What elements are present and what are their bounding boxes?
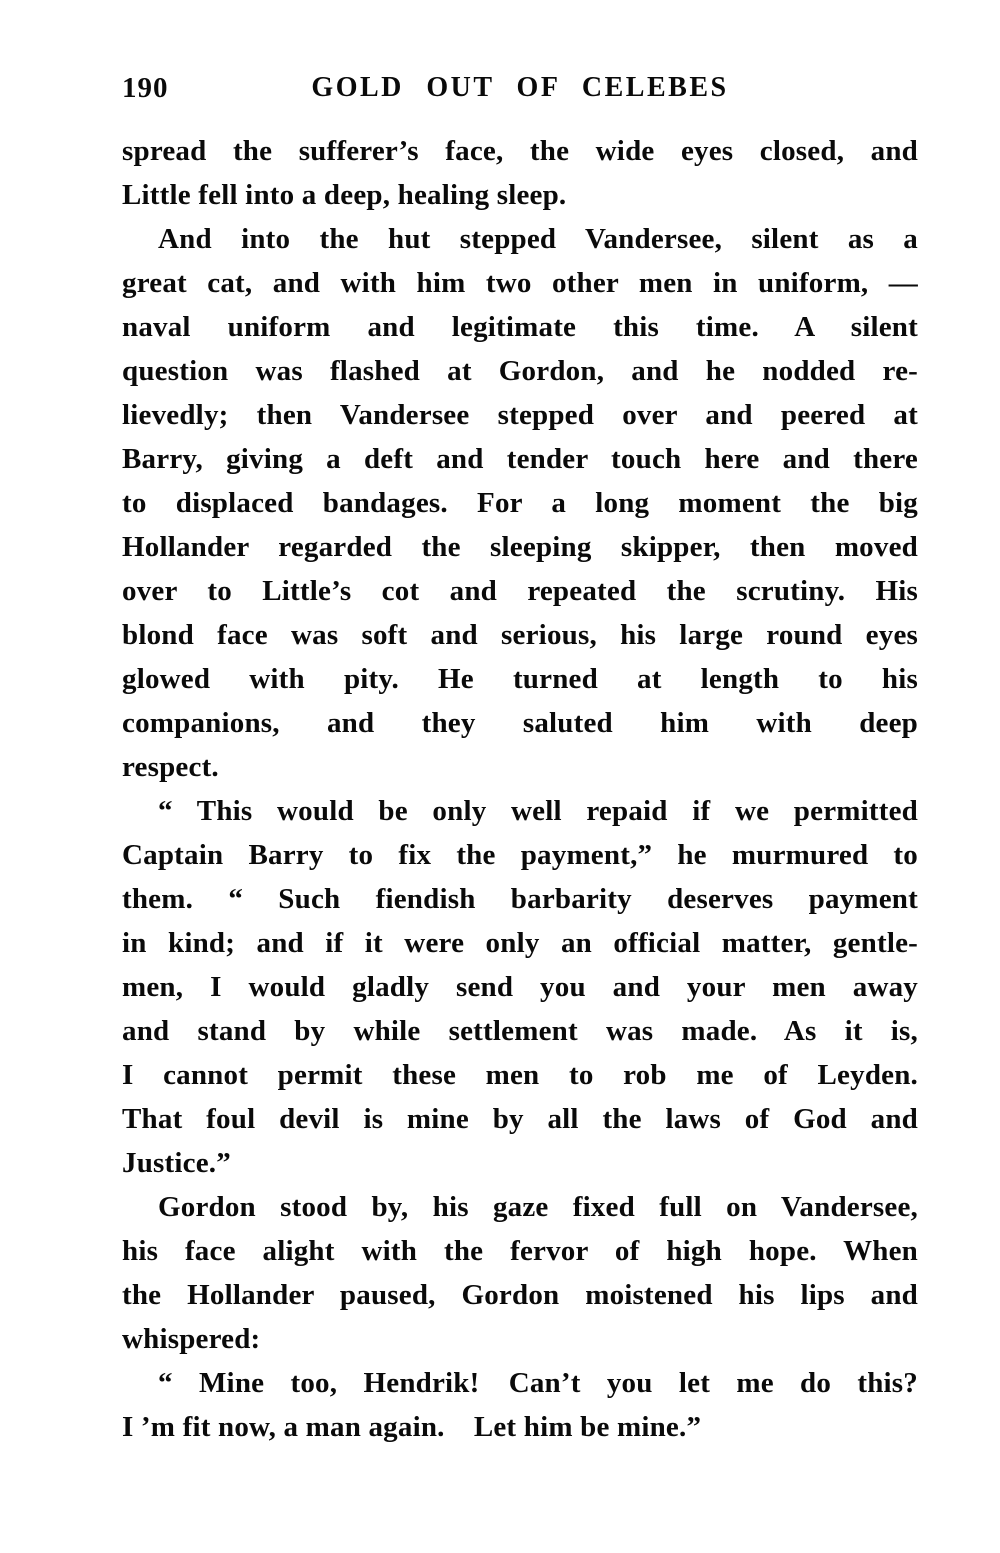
text-line: them. “ Such fiendish barbarity deserves payment bbox=[122, 883, 918, 915]
text-line: blond face was soft and serious, his large round eyes bbox=[122, 619, 918, 651]
text-line: naval uniform and legitimate this time. A silent bbox=[122, 311, 918, 343]
text-line: “ Mine too, Hendrik! Can’t you let me do this? bbox=[158, 1367, 918, 1399]
text-line: spread the sufferer’s face, the wide eyes closed, and bbox=[122, 135, 918, 167]
text-line: Gordon stood by, his gaze fixed full on Vandersee, bbox=[158, 1191, 918, 1223]
text-line: I ’m fit now, a man again. Let him be mine.” bbox=[122, 1411, 702, 1443]
text-line: respect. bbox=[122, 751, 219, 783]
text-line: That foul devil is mine by all the laws of God and bbox=[122, 1103, 918, 1135]
text-line: glowed with pity. He turned at length to his bbox=[122, 663, 918, 695]
text-line: great cat, and with him two other men in uniform, — bbox=[122, 267, 918, 299]
text-line: to displaced bandages. For a long moment the big bbox=[122, 487, 918, 519]
text-line: his face alight with the fervor of high hope. When bbox=[122, 1235, 918, 1267]
text-line: lievedly; then Vandersee stepped over and peered at bbox=[122, 399, 918, 431]
text-line: Barry, giving a deft and tender touch here and there bbox=[122, 443, 918, 475]
text-line: men, I would gladly send you and your men away bbox=[122, 971, 918, 1003]
text-line: and stand by while settlement was made. As it is, bbox=[122, 1015, 918, 1047]
text-line: companions, and they saluted him with deep bbox=[122, 707, 918, 739]
text-line: over to Little’s cot and repeated the scrutiny. His bbox=[122, 575, 918, 607]
text-line: whispered: bbox=[122, 1323, 261, 1355]
page-number: 190 bbox=[122, 72, 169, 104]
text-line: in kind; and if it were only an official matter, gentle- bbox=[122, 927, 918, 959]
text-line: And into the hut stepped Vandersee, silent as a bbox=[158, 223, 918, 255]
text-block bbox=[122, 129, 918, 1449]
text-line: Hollander regarded the sleeping skipper, then moved bbox=[122, 531, 918, 563]
text-line: question was flashed at Gordon, and he nodded re- bbox=[122, 355, 918, 387]
running-header bbox=[122, 72, 918, 104]
text-line: I cannot permit these men to rob me of Leyden. bbox=[122, 1059, 918, 1091]
text-line: Justice.” bbox=[122, 1147, 231, 1179]
text-line: the Hollander paused, Gordon moistened his lips and bbox=[122, 1279, 918, 1311]
text-line: Little fell into a deep, healing sleep. bbox=[122, 179, 567, 211]
text-line: Captain Barry to fix the payment,” he murmured to bbox=[122, 839, 918, 871]
running-title: GOLD OUT OF CELEBES bbox=[311, 72, 729, 103]
text-line: “ This would be only well repaid if we permitted bbox=[158, 795, 918, 827]
